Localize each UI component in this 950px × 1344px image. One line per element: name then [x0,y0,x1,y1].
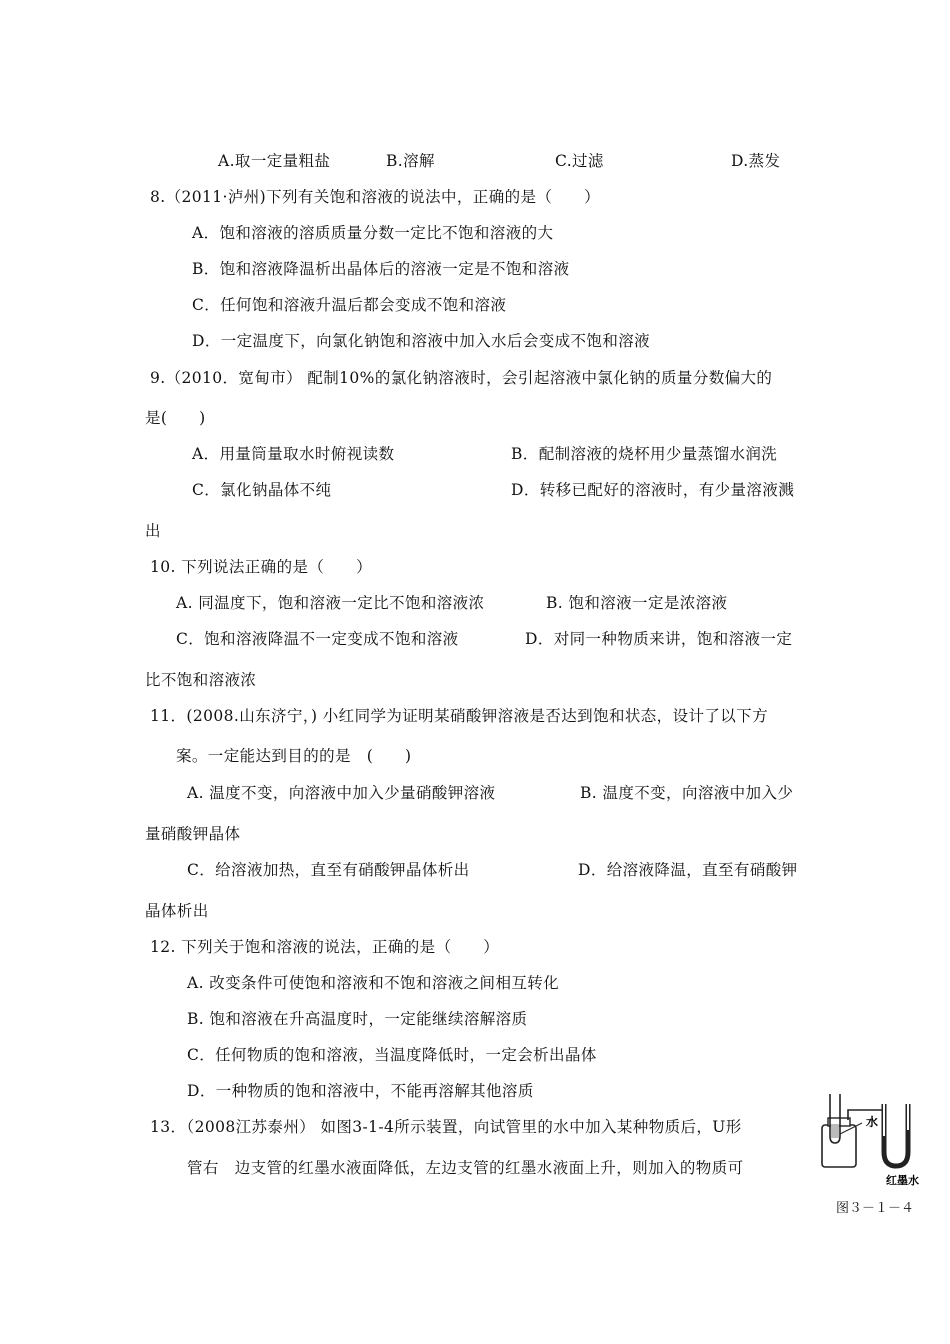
q13-stem: 13．（2008江苏泰州） 如图3-1-4所示装置，向试管里的水中加入某种物质后，U形 [150,1118,742,1136]
q11-option-b-cont: 量硝酸钾晶体 [145,825,241,843]
q9-option-d-cont: 出 [145,522,161,540]
q8-option-a: A．饱和溶液的溶质质量分数一定比不饱和溶液的大 [192,224,554,242]
u-tube [884,1104,908,1166]
q9-option-b: B．配制溶液的烧杯用少量蒸馏水润洗 [511,445,778,463]
q12-option-a: A. 改变条件可使饱和溶液和不饱和溶液之间相互转化 [187,974,560,992]
q8-option-b: B．饱和溶液降温析出晶体后的溶液一定是不饱和溶液 [192,260,570,278]
q7-option-b: B.溶解 [386,152,435,170]
q12-option-c: C．任何物质的饱和溶液，当温度降低时，一定会析出晶体 [187,1046,597,1064]
q11-stem-cont: 案。一定能达到目的的是 ( ) [176,747,412,765]
q9-stem-cont: 是( ) [145,409,206,427]
q7-option-a: A.取一定量粗盐 [218,152,331,170]
q10-option-c: C．饱和溶液降温不一定变成不饱和溶液 [176,630,459,648]
q8-stem: 8.（2011·泸州)下列有关饱和溶液的说法中，正确的是（ ） [150,188,601,206]
q12-option-b: B. 饱和溶液在升高温度时，一定能继续溶解溶质 [187,1010,528,1028]
water-label: 水 [866,1115,879,1129]
q13-stem-cont: 管右 边支管的红墨水液面降低，左边支管的红墨水液面上升，则加入的物质可 [187,1159,744,1177]
q8-option-d: D．一定温度下，向氯化钠饱和溶液中加入水后会变成不饱和溶液 [192,332,651,350]
q9-option-a: A．用量筒量取水时俯视读数 [192,445,395,463]
q10-option-d: D．对同一种物质来讲，饱和溶液一定 [525,630,793,648]
q7-option-d: D.蒸发 [731,152,781,170]
red-ink-label: 红墨水 [886,1174,919,1187]
q11-option-c: C．给溶液加热，直至有硝酸钾晶体析出 [187,861,470,879]
q10-option-d-cont: 比不饱和溶液浓 [145,671,257,689]
q11-option-b: B. 温度不变，向溶液中加入少 [580,784,794,802]
q9-stem: 9.（2010．宽甸市） 配制10%的氯化钠溶液时，会引起溶液中氯化钠的质量分数偏大的 [150,369,773,387]
figure-caption: 图３－１－４ [836,1201,915,1216]
q10-option-a: A. 同温度下，饱和溶液一定比不饱和溶液浓 [176,594,485,612]
q9-option-c: C．氯化钠晶体不纯 [192,481,332,499]
q11-option-a: A. 温度不变，向溶液中加入少量硝酸钾溶液 [187,784,496,802]
q8-option-c: C．任何饱和溶液升温后都会变成不饱和溶液 [192,296,507,314]
q12-stem: 12. 下列关于饱和溶液的说法，正确的是（ ） [150,938,500,956]
q7-option-c: C.过滤 [555,152,604,170]
q11-stem: 11．(2008.山东济宁，) 小红同学为证明某硝酸钾溶液是否达到饱和状态，设计了以下方 [150,707,768,725]
apparatus-diagram [816,1090,940,1190]
q9-option-d: D．转移已配好的溶液时，有少量溶液溅 [511,481,795,499]
q12-option-d: D．一种物质的饱和溶液中，不能再溶解其他溶质 [187,1082,534,1100]
water-in-tube [831,1124,839,1138]
q11-option-d: D．给溶液降温，直至有硝酸钾 [578,861,798,879]
q10-stem: 10. 下列说法正确的是（ ） [150,558,372,576]
apparatus-figure [816,1090,940,1190]
q11-option-d-cont: 晶体析出 [145,902,209,920]
q10-option-b: B. 饱和溶液一定是浓溶液 [546,594,728,612]
